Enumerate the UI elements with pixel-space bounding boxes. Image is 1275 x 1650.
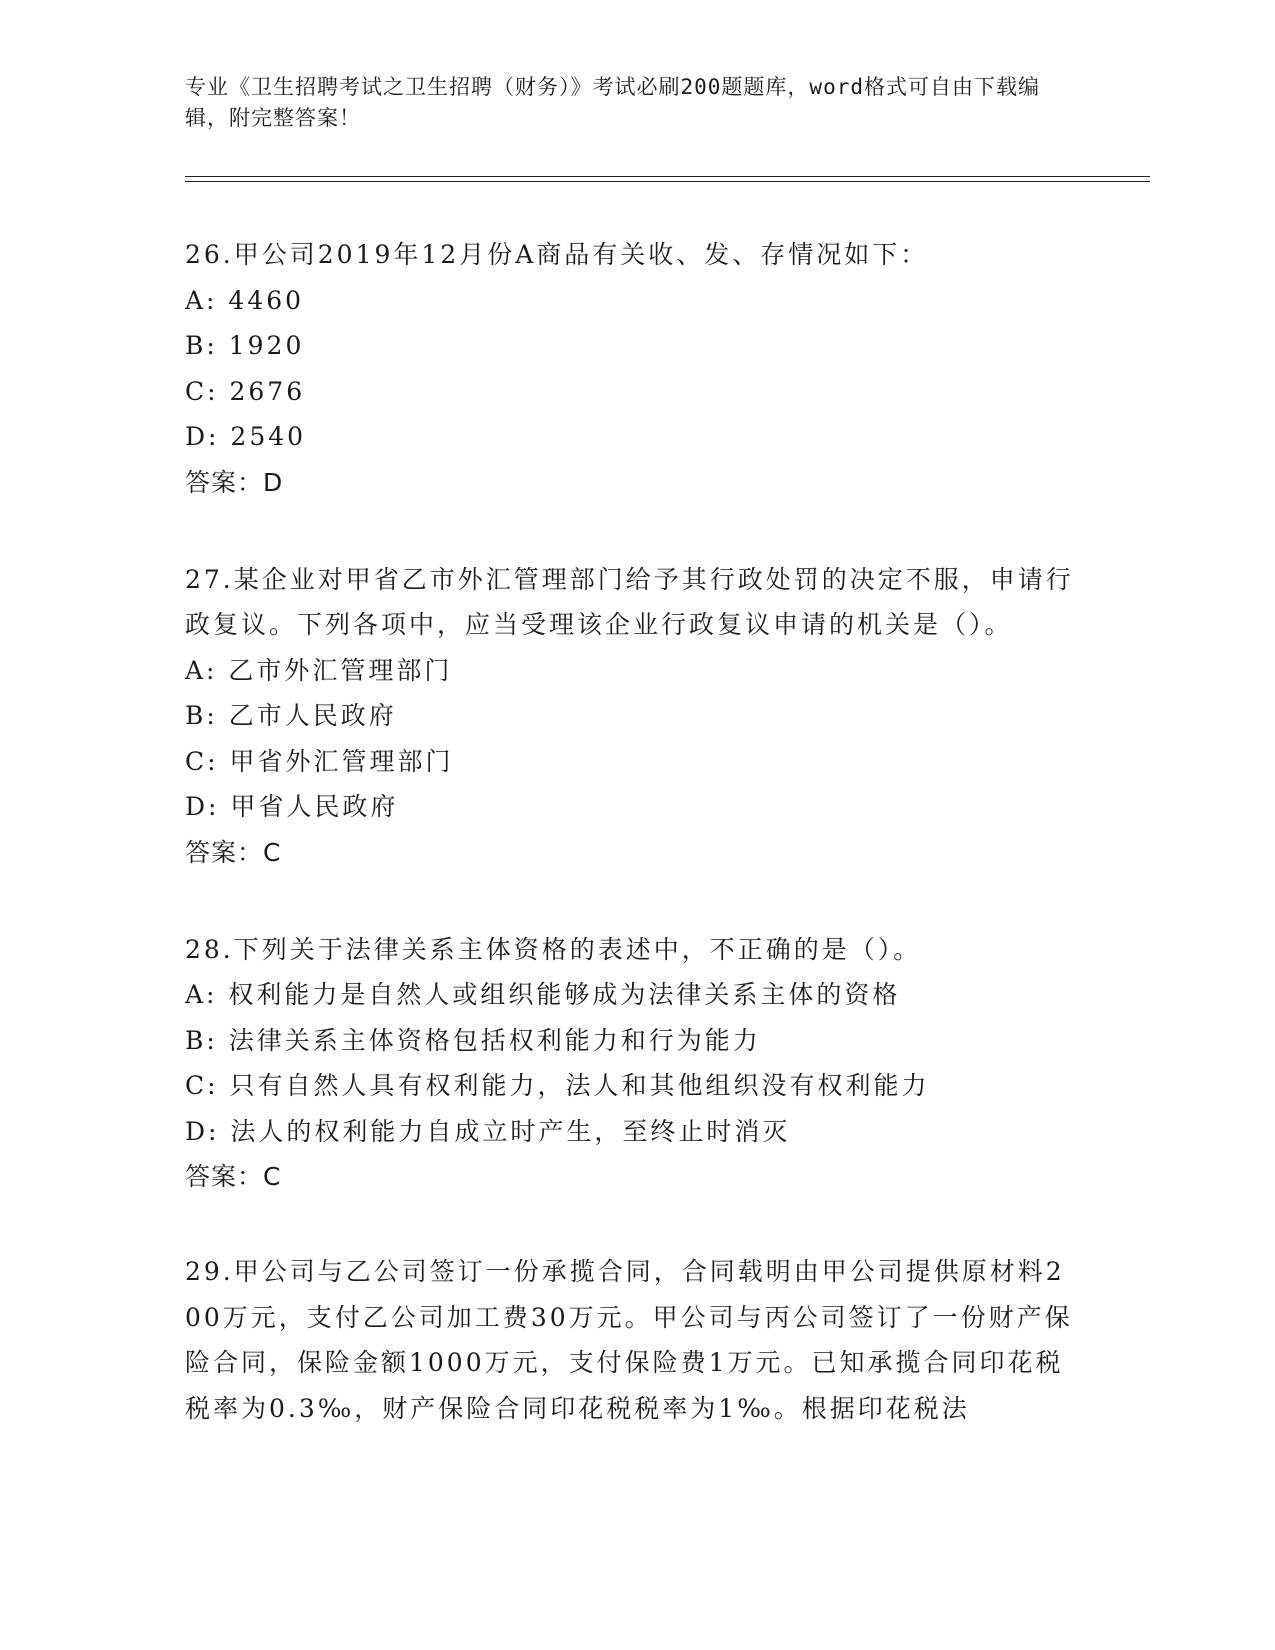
option-d: D: 2540 [185, 422, 307, 451]
question-stem: 26.甲公司2019年12月份A商品有关收、发、存情况如下： [185, 240, 929, 269]
question-26 [185, 232, 1075, 505]
option-b: B: 乙市人民政府 [185, 701, 397, 730]
answer-line: 答案：C [185, 1162, 282, 1191]
answer-line: 答案：C [185, 837, 282, 867]
header-divider-bottom [185, 181, 1150, 182]
question-stem: 29.甲公司与乙公司签订一份承揽合同，合同载明由甲公司提供原材料200万元，支付乙公司加工费30万元。甲公司与丙公司签订了一份财产保险合同，保险金额1000万元，支付保险费1万元。已知承揽合同印花税税率为0.3‰，财产保险合同印花税税率为1‰。根据印花税法 [185, 1257, 1073, 1423]
option-c: C: 甲省外汇管理部门 [185, 746, 454, 776]
answer-line: 答案：D [185, 467, 284, 497]
document-header: 专业《卫生招聘考试之卫生招聘（财务）》考试必刷200题题库，word格式可自由下载编辑，附完整答案！ [185, 75, 1040, 130]
option-b: B: 1920 [185, 331, 305, 360]
option-b: B: 法律关系主体资格包括权利能力和行为能力 [185, 1025, 761, 1055]
question-stem: 27.某企业对甲省乙市外汇管理部门给予其行政处罚的决定不服，申请行政复议。下列各项中，应当受理该企业行政复议申请的机关是（）。 [185, 564, 1074, 639]
header-divider-top [185, 176, 1150, 177]
option-a: A: 4460 [185, 285, 305, 315]
question-28 [185, 927, 1075, 1200]
question-29 [185, 1249, 1075, 1431]
question-stem: 28.下列关于法律关系主体资格的表述中，不正确的是（）。 [185, 934, 922, 964]
option-a: A: 权利能力是自然人或组织能够成为法律关系主体的资格 [185, 980, 901, 1009]
option-c: C: 只有自然人具有权利能力，法人和其他组织没有权利能力 [185, 1071, 930, 1100]
question-27 [185, 557, 1075, 875]
question-list [185, 232, 1075, 1483]
option-d: D: 甲省人民政府 [185, 792, 399, 821]
option-c: C: 2676 [185, 376, 306, 406]
option-d: D: 法人的权利能力自成立时产生，至终止时消灭 [185, 1116, 791, 1146]
option-a: A: 乙市外汇管理部门 [185, 655, 453, 685]
